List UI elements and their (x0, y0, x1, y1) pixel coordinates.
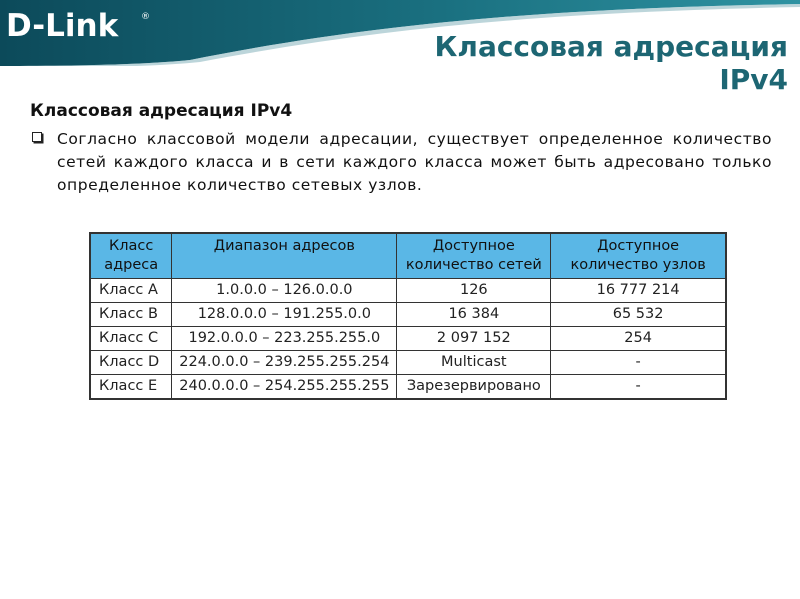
address-classes-table (89, 232, 727, 400)
networks-cell: 16 384 (397, 303, 551, 327)
slide-title-line2: IPv4 (719, 63, 788, 96)
hosts-cell: 65 532 (551, 303, 726, 327)
class-cell: Класс D (90, 351, 172, 375)
table-row (90, 351, 726, 375)
class-cell: Класс A (90, 279, 172, 303)
table-row (90, 375, 726, 400)
networks-cell: 2 097 152 (397, 327, 551, 351)
registered-mark: ® (141, 12, 150, 22)
slide-title-line1: Классовая адресация (434, 30, 788, 63)
header-networks: Доступное количество сетей (397, 233, 551, 279)
table-row (90, 303, 726, 327)
class-cell: Класс E (90, 375, 172, 400)
table-row (90, 327, 726, 351)
table-header-row (90, 233, 726, 279)
range-cell: 224.0.0.0 – 239.255.255.254 (172, 351, 397, 375)
networks-cell: Multicast (397, 351, 551, 375)
class-cell: Класс B (90, 303, 172, 327)
square-bullet-icon (32, 132, 42, 142)
hosts-cell: - (551, 375, 726, 400)
range-cell: 192.0.0.0 – 223.255.255.0 (172, 327, 397, 351)
d-link-logo: D-Link (6, 8, 119, 44)
hosts-cell: 254 (551, 327, 726, 351)
header-range: Диапазон адресов (172, 233, 397, 279)
hosts-cell: 16 777 214 (551, 279, 726, 303)
range-cell: 128.0.0.0 – 191.255.0.0 (172, 303, 397, 327)
bullet-text: Согласно классовой модели адресации, существует определенное количество сетей каждого класса и в сети каждого класса может быть адресовано только определенное количество сетевых узлов. (57, 130, 772, 194)
hosts-cell: - (551, 351, 726, 375)
class-cell: Класс C (90, 327, 172, 351)
bullet-paragraph (32, 128, 772, 197)
slide-title (435, 30, 788, 96)
networks-cell: Зарезервировано (397, 375, 551, 400)
header-hosts: Доступное количество узлов (551, 233, 726, 279)
header-class: Класс адреса (90, 233, 172, 279)
section-subtitle: Классовая адресация IPv4 (30, 101, 293, 121)
networks-cell: 126 (397, 279, 551, 303)
table-row (90, 279, 726, 303)
range-cell: 240.0.0.0 – 254.255.255.255 (172, 375, 397, 400)
range-cell: 1.0.0.0 – 126.0.0.0 (172, 279, 397, 303)
